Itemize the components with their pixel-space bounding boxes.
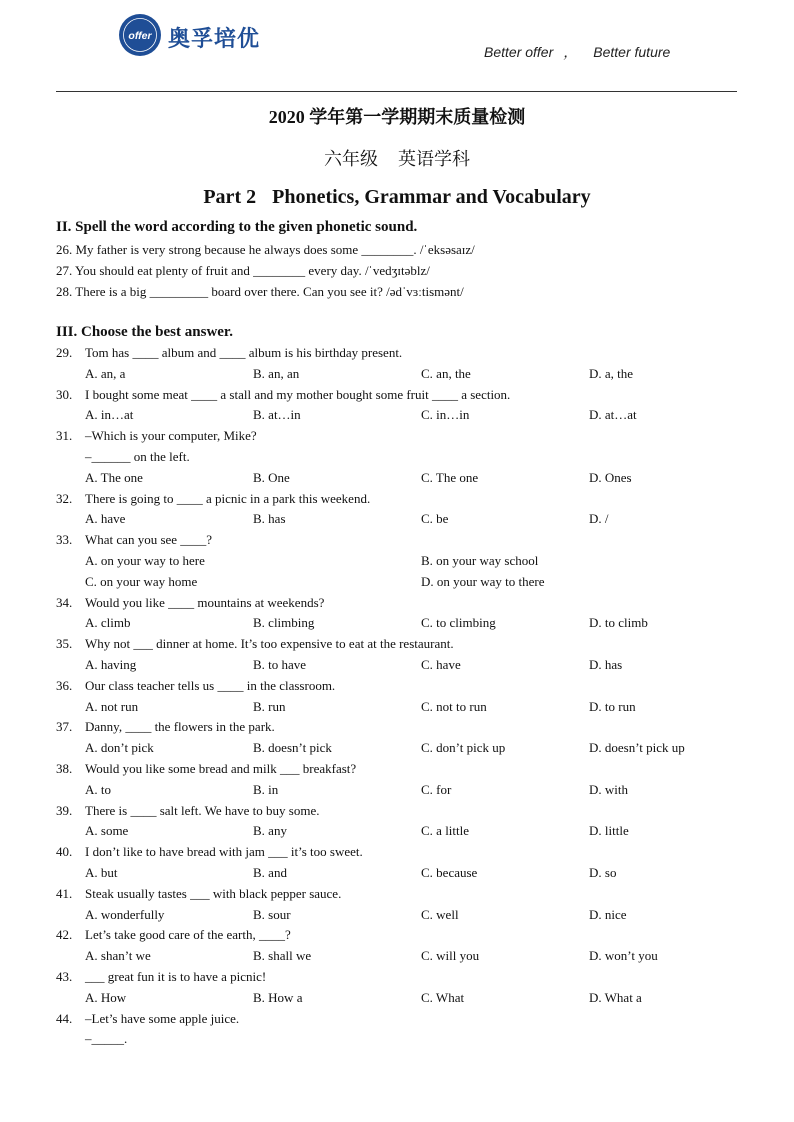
answer-option-d: D. little [589,823,629,839]
question-stem: There is ____ salt left. We have to buy some. [85,802,320,818]
subject-label: 英语学科 [398,149,470,169]
answer-option-b: B. run [253,698,286,714]
question-number: 37. [56,719,73,735]
answer-option-b: B. an, an [253,365,300,381]
answer-option-a: A. not run [85,698,139,714]
answer-option-b: B. has [253,511,286,527]
answer-option-a: A. in…at [85,407,134,423]
slogan-left: Better offer [484,44,554,60]
answer-option-a: A. don’t pick [85,740,154,756]
section-3-heading: III. Choose the best answer. [56,324,233,340]
question-stem: I don’t like to have bread with jam ___ it’s too sweet. [85,844,363,860]
question-stem: –Let’s have some apple juice. [85,1010,240,1026]
question-stem: There is going to ____ a picnic in a park this weekend. [85,490,371,506]
answer-option-a: A. some [85,823,129,839]
answer-option-c: C. don’t pick up [421,740,506,756]
answer-option-a: A. wonderfully [85,906,165,922]
answer-option-d: D. on your way to there [421,573,545,589]
part-title [0,186,794,209]
answer-option-a: A. How [85,989,127,1005]
answer-option-c: C. well [421,906,459,922]
question-stem: Our class teacher tells us ____ in the classroom. [85,677,336,693]
question-number: 33. [56,532,73,548]
answer-option-a: A. an, a [85,365,126,381]
slogan-right: Better future [593,44,671,60]
question-stem-line-2: –______ on the left. [85,449,190,464]
answer-option-b: B. shall we [253,948,312,964]
question-number: 38. [56,761,73,776]
answer-option-a: A. The one [85,469,143,485]
question-stem: Why not ___ dinner at home. It’s too expensive to eat at the restaurant. [85,636,454,652]
answer-option-a: A. have [85,511,126,527]
answer-option-b: B. any [253,823,287,839]
answer-option-b: B. in [253,781,279,797]
slogan-separator: ， [563,44,578,60]
answer-option-c: C. a little [421,823,470,839]
question-stem: –Which is your computer, Mike? [85,428,257,444]
exam-subtitle [0,145,794,171]
answer-option-d: D. Ones [589,469,632,485]
answer-option-d: D. nice [589,906,627,922]
answer-option-a: A. to [85,781,111,797]
offer-logo-icon [119,14,161,56]
question-number: 35. [56,636,73,652]
question-number: 41. [56,885,73,901]
answer-option-c: C. for [421,781,452,797]
answer-option-c: C. be [421,511,449,527]
grade-label: 六年级 [324,149,378,169]
answer-option-c: C. an, the [421,365,471,381]
answer-option-b: B. doesn’t pick [253,740,332,756]
answer-option-d: D. a, the [589,365,634,381]
answer-option-c: C. will you [421,948,480,964]
answer-option-d: D. / [589,511,609,527]
answer-option-d: D. so [589,865,617,880]
answer-option-c: C. The one [421,469,479,485]
answer-option-d: D. at…at [589,407,637,423]
question-27: 27. You should eat plenty of fruit and ________ every day. /ˈvedʒɪtəblz/ [56,263,430,278]
question-number: 30. [56,386,73,402]
answer-option-d: D. with [589,781,628,797]
question-stem: Would you like some bread and milk ___ breakfast? [85,761,357,776]
question-number: 31. [56,428,73,444]
answer-option-a: A. shan’t we [85,948,151,964]
part-number: Part 2 [203,186,257,208]
answer-option-d: D. has [589,657,623,672]
part-name: Phonetics, Grammar and Vocabulary [272,186,591,208]
answer-option-c: C. not to run [421,698,487,714]
logo-brand-name: 奥孚培优 [168,27,261,52]
answer-option-a: A. but [85,865,118,880]
question-stem: Danny, ____ the flowers in the park. [85,719,275,735]
answer-option-c: C. to climbing [421,615,496,631]
answer-option-d: D. to run [589,698,636,714]
question-stem: Let’s take good care of the earth, ____? [85,927,291,943]
page-header [0,0,794,92]
question-stem: ___ great fun it is to have a picnic! [85,969,267,984]
question-number: 34. [56,594,73,610]
section-2-heading: II. Spell the word according to the given phonetic sound. [56,219,418,235]
question-stem: Tom has ____ album and ____ album is his birthday present. [85,345,403,360]
question-stem-line-2: –_____. [85,1031,128,1047]
answer-option-b: B. sour [253,906,291,922]
question-26: 26. My father is very strong because he always does some ________. /ˈeksəsaɪz/ [56,242,475,257]
question-stem: Would you like ____ mountains at weekends? [85,594,325,610]
answer-option-b: B. at…in [253,407,301,423]
answer-option-b: B. One [253,469,290,485]
answer-option-c: C. because [421,865,478,880]
answer-option-b: B. How a [253,989,303,1005]
question-number: 36. [56,677,73,693]
answer-option-b: B. to have [253,657,307,672]
question-stem: What can you see ____? [85,532,213,548]
question-number: 43. [56,969,73,984]
answer-option-c: C. in…in [421,407,470,423]
answer-option-d: D. to climb [589,615,648,631]
question-number: 42. [56,927,73,943]
exam-title: 2020 学年第一学期期末质量检测 [268,107,526,127]
answer-option-b: B. on your way school [421,553,539,568]
answer-option-a: A. on your way to here [85,553,205,568]
question-stem: Steak usually tastes ___ with black pepper sauce. [85,885,342,901]
question-stem: I bought some meat ____ a stall and my mother bought some fruit ____ a section. [85,386,511,402]
answer-option-d: D. doesn’t pick up [589,740,685,756]
answer-option-b: B. and [253,865,287,880]
slogan [484,42,670,62]
answer-option-b: B. climbing [253,615,315,631]
question-number: 40. [56,844,73,860]
answer-option-c: C. on your way home [85,573,198,589]
answer-option-c: C. What [421,989,465,1005]
answer-option-a: A. having [85,657,137,672]
answer-option-d: D. won’t you [589,948,658,964]
header-divider [56,91,737,92]
logo-text: offer [128,30,152,42]
answer-option-d: D. What a [589,989,642,1005]
question-number: 32. [56,490,73,506]
question-number: 29. [56,345,73,360]
answer-option-a: A. climb [85,615,131,631]
question-number: 39. [56,802,73,818]
question-number: 44. [56,1010,73,1026]
question-28: 28. There is a big _________ board over there. Can you see it? /ədˈvɜːtismənt/ [56,284,464,299]
answer-option-c: C. have [421,657,461,672]
